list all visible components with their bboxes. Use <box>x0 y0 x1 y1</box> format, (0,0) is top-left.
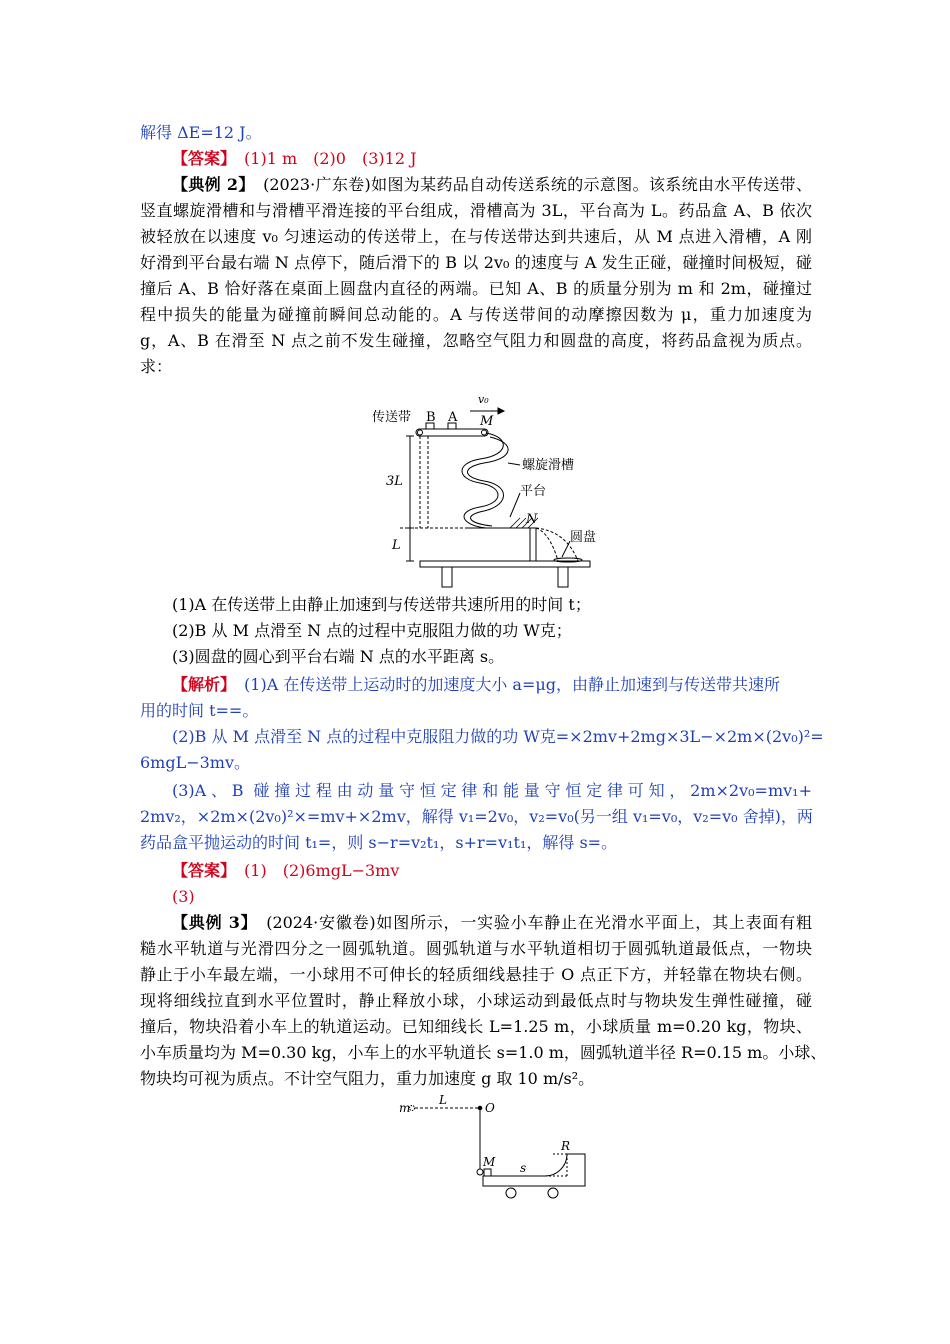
answer-tag: 【答案】 <box>172 861 229 880</box>
label-box-a: A <box>448 410 458 425</box>
conveyor-system-diagram <box>370 385 600 590</box>
example2-line: 撞后 A、B 恰好落在桌面上圆盘内直径的两端。已知 A、B 的质量分别为 m 和 2m，碰撞过 <box>140 279 812 298</box>
example2-line: 【典例 2】 (2023·广东卷)如图为某药品自动传送系统的示意图。该系统由水平传送带、 <box>172 175 812 194</box>
solution-line: 药品盒平抛运动的时间 t₁=，则 s−r=v₂t₁，s+r=v₁t₁，解得 s=。 <box>140 833 618 852</box>
label-radius-r: R <box>561 1139 571 1153</box>
example3-line: 现将细线拉直到水平位置时，静止释放小球，小球运动到最低点时与物块发生弹性碰撞，碰 <box>140 991 812 1010</box>
solution-line: (3)A、B 碰撞过程由动量守恒定律和能量守恒定律可知，2m×2v₀=mv₁+ <box>172 781 812 800</box>
example3-line: 小车质量均为 M=0.30 kg，小车上的水平轨道长 s=1.0 m，圆弧轨道半径 R=0.15 m。小球、 <box>140 1043 827 1062</box>
answer-line: (3) <box>172 887 195 906</box>
label-height-3l: 3L <box>386 474 403 489</box>
solution-line: 2mv₂，×2m×(2v₀)²×=mv+×2mv，解得 v₁=2v₀，v₂=v₀(另一组 v₁=v₀，v₂=v₀ 舍掉)，两 <box>140 807 813 826</box>
example-tag: 【典例 3】 <box>172 913 250 932</box>
solution-line: 【解析】 (1)A 在传送带上运动时的加速度大小 a=μg，由静止加速到与传送带共速所 <box>172 675 781 694</box>
label-length-l: L <box>439 1093 447 1107</box>
example3-line: 静止于小车最左端，一小球用不可伸长的轻质细线悬挂于 O 点正下方，并轻靠在物块右侧。 <box>140 965 812 984</box>
example3-line: 糙水平轨道与光滑四分之一圆弧轨道。圆弧轨道与水平轨道相切于圆弧轨道最低点，一物块 <box>140 939 812 958</box>
label-height-l: L <box>392 538 401 553</box>
example2-line: 求： <box>140 357 173 376</box>
label-point-o: O <box>485 1101 495 1115</box>
solution-line: 用的时间 t==。 <box>140 701 259 720</box>
label-spiral: 螺旋滑槽 <box>522 458 575 473</box>
question-line: (1)A 在传送带上由静止加速到与传送带共速所用的时间 t； <box>172 595 591 614</box>
label-v0: v₀ <box>478 393 489 406</box>
question-line: (3)圆盘的圆心到平台右端 N 点的水平距离 s。 <box>172 647 505 666</box>
label-belt: 传送带 <box>372 410 412 425</box>
label-ball-m: m <box>399 1101 411 1115</box>
answer-tag: 【答案】 <box>172 149 229 168</box>
answer-text: (1)1 m (2)0 (3)12 J <box>244 149 417 168</box>
label-track-s: s <box>520 1161 527 1175</box>
example3-line: 【典例 3】 (2024·安徽卷)如图所示，一实验小车静止在光滑水平面上，其上表面有粗 <box>172 913 812 932</box>
example-tag: 【典例 2】 <box>172 175 247 194</box>
example2-line: 好滑到平台最右端 N 点停下，随后滑下的 B 以 2v₀ 的速度与 A 发生正碰，碰撞时间极短，碰 <box>140 253 812 272</box>
cart-pendulum-diagram <box>395 1092 595 1202</box>
solution-line: 6mgL−3mv。 <box>140 753 251 772</box>
example3-line: 物块均可视为质点。不计空气阻力，重力加速度 g 取 10 m/s²。 <box>140 1069 595 1088</box>
answer-line <box>172 858 812 884</box>
label-disk: 圆盘 <box>570 530 597 545</box>
answer-line <box>172 146 812 172</box>
label-platform: 平台 <box>520 484 547 499</box>
solution-tag: 【解析】 <box>172 675 229 694</box>
label-point-m: M <box>480 414 494 429</box>
solution-line: (2)B 从 M 点滑至 N 点的过程中克服阻力做的功 W克=×2mv+2mg×3L−×2m×(2v₀)²= <box>172 727 824 746</box>
label-box-b: B <box>426 410 436 425</box>
example2-line: g，A、B 在滑至 N 点之前不发生碰撞，忽略空气阻力和圆盘的高度，将药品盒视为质点。 <box>140 331 812 350</box>
example2-line: 程中损失的能量为碰撞前瞬间总动能的。A 与传送带间的动摩擦因数为 μ，重力加速度为 <box>140 305 812 324</box>
solution-line: 解得 ΔE=12 J。 <box>140 123 262 142</box>
question-line: (2)B 从 M 点滑至 N 点的过程中克服阻力做的功 W克； <box>172 621 572 640</box>
label-block-m: M <box>483 1155 496 1169</box>
answer-text: (1) (2)6mgL−3mv <box>244 861 400 880</box>
example2-line: 竖直螺旋滑槽和与滑槽平滑连接的平台组成，滑槽高为 3L，平台高为 L。药品盒 A、B 依次 <box>140 201 812 220</box>
example3-line: 撞后，物块沿着小车上的轨道运动。已知细线长 L=1.25 m，小球质量 m=0.20 kg，物块、 <box>140 1017 812 1036</box>
example2-line: 被轻放在以速度 v₀ 匀速运动的传送带上，在与传送带达到共速后，从 M 点进入滑槽，A 刚 <box>140 227 812 246</box>
label-point-n: N <box>526 512 538 527</box>
